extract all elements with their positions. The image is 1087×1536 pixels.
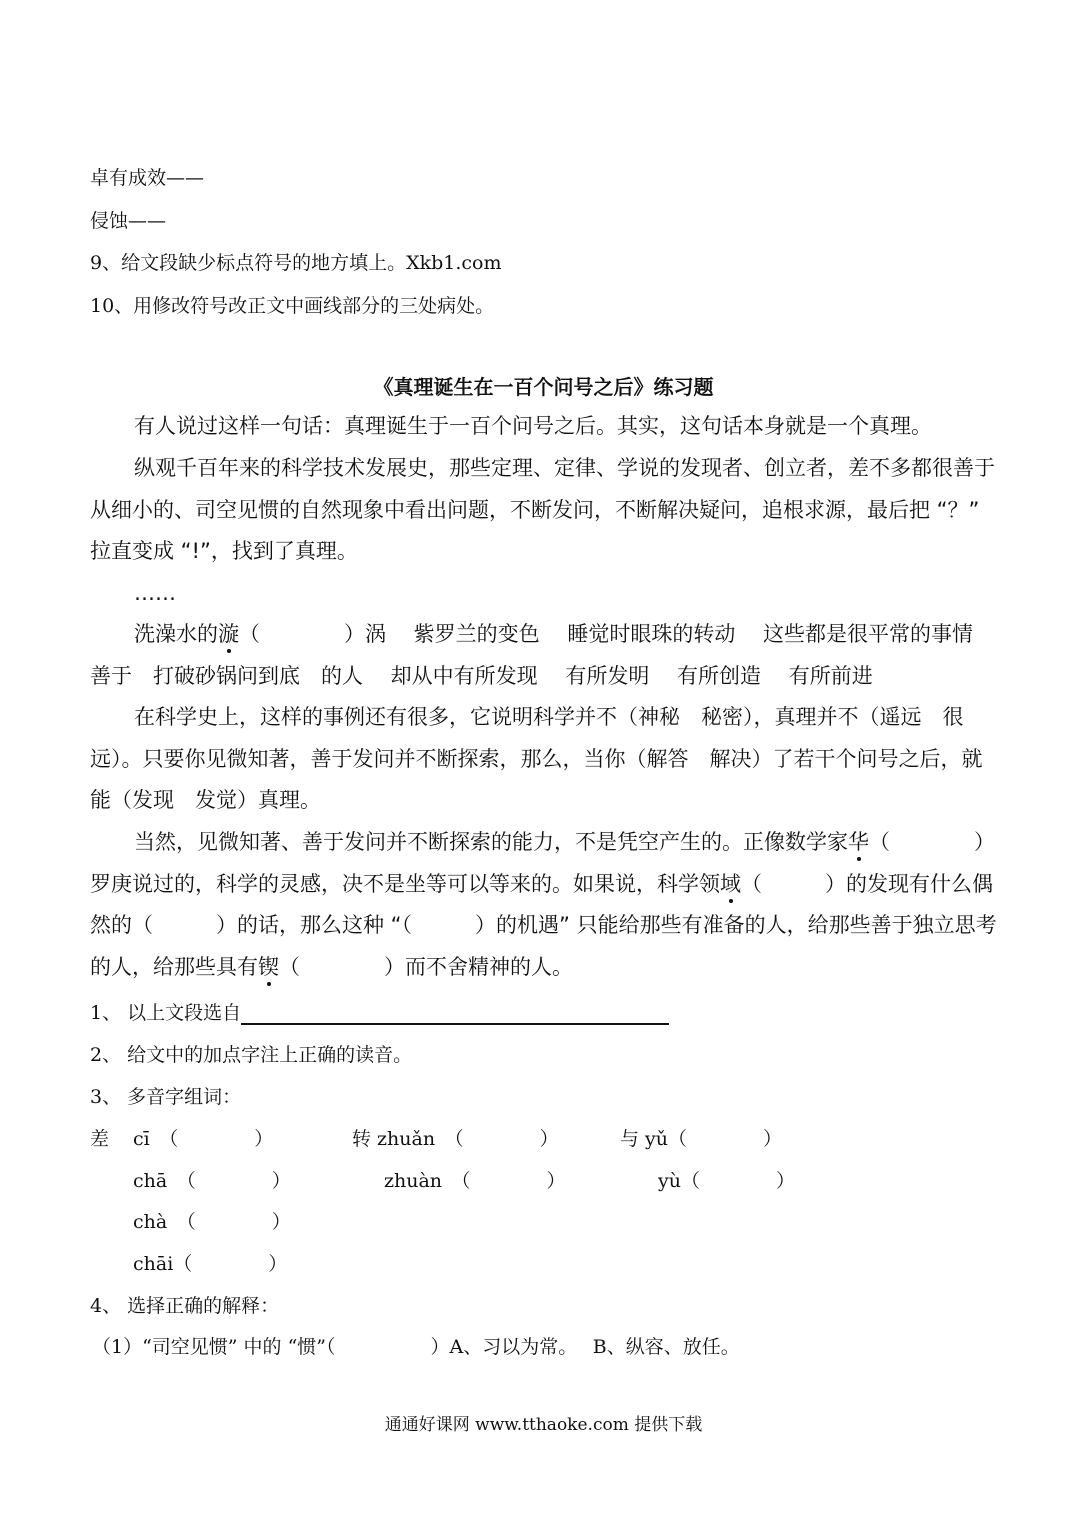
question-1: 1、 以上文段选自 [90, 998, 669, 1025]
paragraph-5: 在科学史上，这样的事例还有很多，它说明科学并不（神秘 秘密），真理并不（遥远 很远）。只要你见微知著，善于发问并不断探索，那么，当你（解答 解决）了若干个问号之后，就能（发现 发觉）真理。 [90, 705, 983, 812]
question-3: 3、 多音字组词： [90, 1086, 242, 1108]
top-line-1: 卓有成效—— [90, 167, 205, 189]
dotted-char: 漩 [218, 622, 239, 646]
paragraph-1: 有人说过这样一句话：真理诞生于一百个问号之后。其实，这句话本身就是一个真理。 [134, 414, 932, 438]
polyphone-yu-row-2: yù（ ） [658, 1170, 795, 1192]
polyphone-cha-row-1: cī （ ） [133, 1128, 274, 1150]
polyphone-cha: 差 [90, 1128, 110, 1150]
paragraph-ellipsis: …… [134, 581, 176, 605]
polyphone-yu: 与 yǔ（ ） [620, 1128, 783, 1150]
question-10: 10、用修改符号改正文中画线部分的三处病处。 [90, 295, 495, 317]
page-title: 《真理诞生在一百个问号之后》练习题 [373, 375, 714, 399]
question-4-1: （1）“司空见惯” 中的 “惯”（ ）A、习以为常。 B、纵容、放任。 [92, 1336, 740, 1358]
paragraph-4: 洗澡水的漩（ ）涡 紫罗兰的变色 睡觉时眼珠的转动 这些都是很平常的事情 善于 打破砂锅问到底 的人 却从中有所发现 有所发明 有所创造 有所前进 [90, 622, 1001, 688]
dotted-char: 华 [848, 830, 869, 854]
question-9: 9、给文段缺少标点符号的地方填上。Xkb1.com [90, 252, 502, 274]
question-4: 4、 选择正确的解释： [90, 1295, 280, 1317]
answer-blank[interactable] [241, 1003, 669, 1025]
polyphone-zhuan: 转 zhuǎn （ ） [352, 1128, 559, 1150]
paragraph-2: 纵观千百年来的科学技术发展史，那些定理、定律、学说的发现者、创立者，差不多都很善于从细小的、司空见惯的自然现象中看出问题，不断发问，不断解决疑问，追根求源，最后把 “？” 拉直变成 “!”，找到了真理。 [90, 456, 995, 563]
dotted-char: 域 [720, 871, 741, 896]
footer: 通通好课网 www.tthaoke.com 提供下载 [384, 1415, 703, 1435]
polyphone-cha-row-3: chà （ ） [133, 1211, 291, 1233]
question-2: 2、 给文中的加点字注上正确的读音。 [90, 1044, 413, 1066]
polyphone-cha-row-4: chāi（ ） [133, 1253, 288, 1275]
dotted-char: 锲 [258, 954, 279, 979]
paragraph-6: 当然，见微知著、善于发问并不断探索的能力，不是凭空产生的。正像数学家华（ ）罗庚说过的，科学的灵感，决不是坐等可以等来的。如果说，科学领域（ ）的发现有什么偶然的（ ）的话，那么这种 “（ ）的机遇” 只能给那些有准备的人，给那些善于独立思考的人，给那些具有锲（ ）而不舍精神的人。 [90, 830, 997, 979]
polyphone-zhuan-row-2: zhuàn （ ） [384, 1170, 566, 1192]
polyphone-cha-row-2: chā （ ） [133, 1170, 291, 1192]
top-line-2: 侵蚀—— [90, 210, 167, 232]
